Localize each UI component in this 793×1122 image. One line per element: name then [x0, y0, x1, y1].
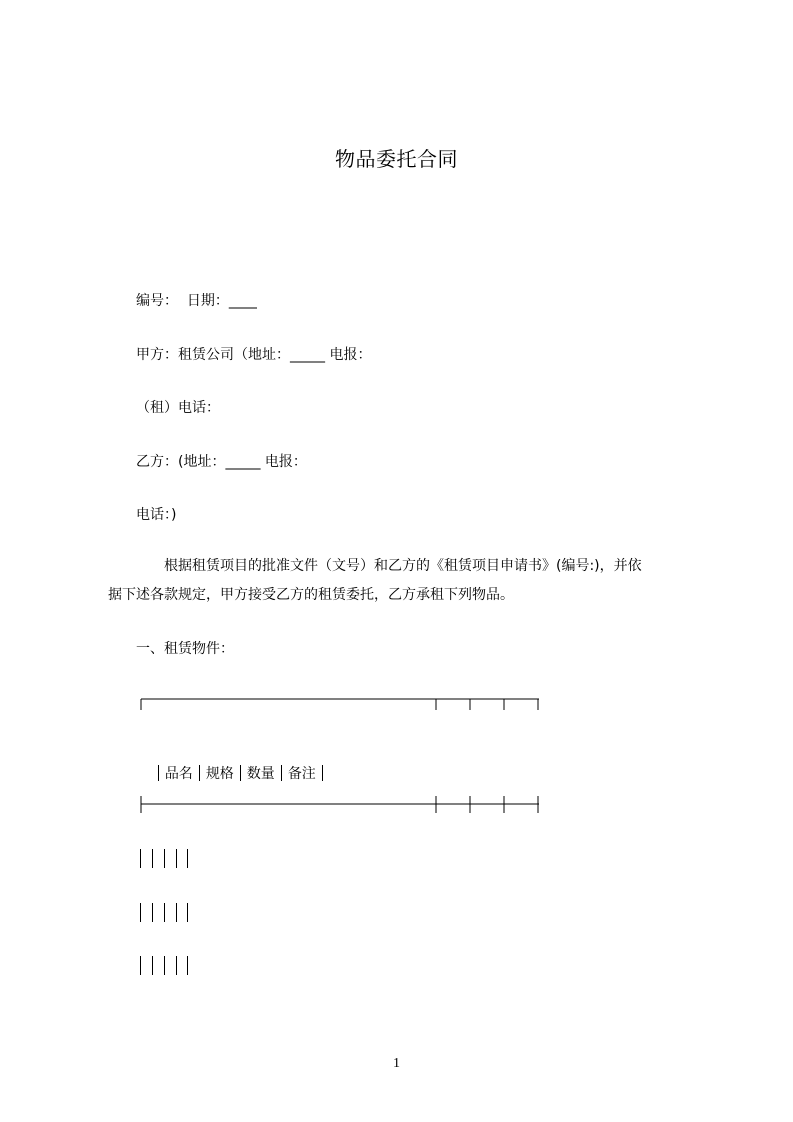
table-divider [281, 765, 282, 781]
column-header-spec: 规格 [205, 766, 234, 782]
body-paragraph-line-2: 据下述各款规定，甲方接受乙方的租赁委托，乙方承租下列物品。 [108, 587, 514, 603]
party-a-phone-line: （租）电话： [136, 400, 220, 416]
page-number: 1 [393, 1056, 400, 1071]
number-date-line: 编号： 日期：____ [136, 293, 257, 309]
column-header-quantity: 数量 [246, 766, 275, 782]
column-header-name: 品名 [164, 766, 193, 782]
section-one-heading: 一、租赁物件： [136, 641, 234, 657]
table-top-rule [140, 696, 540, 712]
table-divider [322, 765, 323, 781]
table-header-row [140, 744, 329, 804]
table-divider [199, 765, 200, 781]
table-middle-rule-svg [140, 796, 540, 814]
body-paragraph-line-1: 根据租赁项目的批准文件（文号）和乙方的《租赁项目申请书》(编号:)，并依 [164, 558, 642, 574]
party-b-phone-line: 电话：) [136, 507, 177, 523]
party-b-line: 乙方：(地址：_____ 电报： [136, 454, 307, 470]
table-top-rule-svg [140, 696, 540, 712]
table-divider [240, 765, 241, 781]
document-title: 物品委托合同 [335, 147, 458, 171]
column-header-remarks: 备注 [287, 766, 316, 782]
party-a-line: 甲方：租赁公司（地址：_____ 电报： [136, 347, 372, 363]
body-paragraph [108, 552, 691, 610]
table-divider [158, 765, 159, 781]
table-middle-rule [140, 796, 540, 812]
